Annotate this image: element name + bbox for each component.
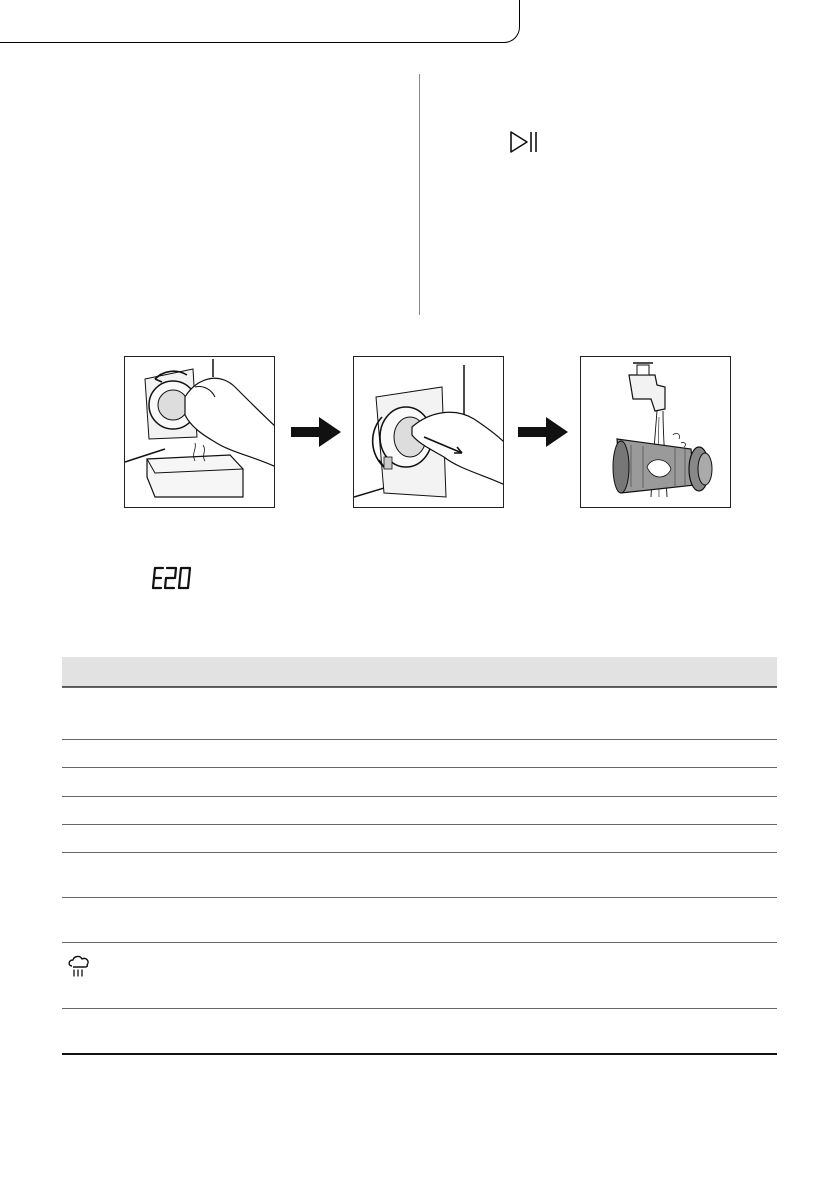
figure-remove-filter: [353, 356, 504, 508]
start-pause-icon: [509, 130, 539, 154]
table-header-row: [62, 657, 777, 687]
table-row-rule: [62, 687, 777, 688]
table-row-rule: [62, 739, 777, 740]
table-row-rule: [62, 1008, 777, 1009]
table-row-rule: [62, 852, 777, 853]
steam-icon: [66, 954, 92, 978]
table-row-rule: [62, 897, 777, 898]
table-row-rule: [62, 767, 777, 768]
hand-turning-filter-icon: [125, 357, 275, 508]
column-divider: [419, 74, 420, 315]
filter-under-tap-icon: [581, 357, 731, 508]
table-row-rule: [62, 796, 777, 797]
page-cut-line: [0, 0, 520, 43]
error-code-e20-icon: [151, 566, 193, 590]
program-table: [62, 657, 777, 1055]
table-bottom-rule: [62, 1053, 777, 1055]
next-step-arrow: [518, 417, 568, 447]
next-step-arrow: [291, 417, 341, 447]
hand-pulling-filter-icon: [354, 357, 504, 508]
figure-unscrew-filter: [124, 356, 275, 508]
table-row-rule: [62, 942, 777, 943]
table-row-rule: [62, 824, 777, 825]
figure-clean-filter: [580, 356, 731, 508]
